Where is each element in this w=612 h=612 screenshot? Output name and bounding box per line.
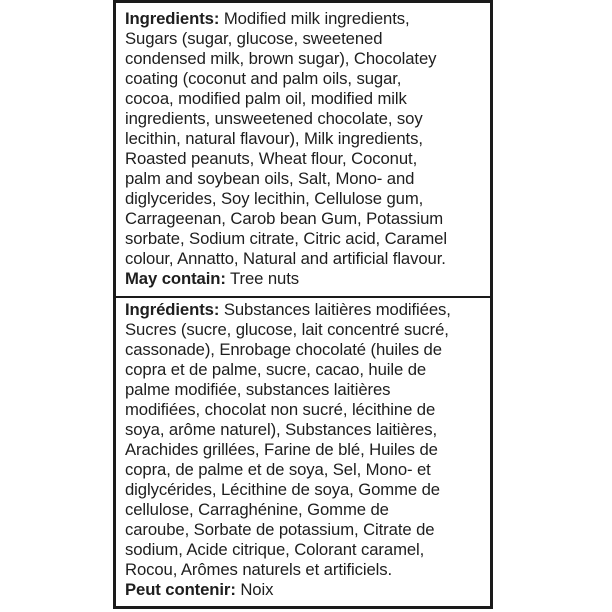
ingredients-text: Substances laitières modifiées,	[219, 300, 451, 319]
ingredients-line: cellulose, Carraghénine, Gomme de	[125, 500, 389, 519]
ingredients-line: caroube, Sorbate de potassium, Citrate de	[125, 520, 435, 539]
ingredients-line: Sugars (sugar, glucose, sweetened	[125, 29, 383, 48]
french-ingredients-section	[116, 297, 490, 609]
ingredients-line: ingredients, unsweetened chocolate, soy	[125, 109, 423, 128]
ingredients-line: palm and soybean oils, Salt, Mono- and	[125, 169, 415, 188]
ingredients-panel	[113, 0, 493, 609]
ingredients-line: Roasted peanuts, Wheat flour, Coconut,	[125, 149, 418, 168]
ingredients-line: colour, Annatto, Natural and artificial flavour.	[125, 249, 446, 268]
ingredients-label: Ingredients:	[125, 9, 220, 28]
english-ingredients-section	[116, 3, 490, 300]
may-contain-line	[125, 269, 299, 289]
may-contain-value: Noix	[235, 580, 274, 599]
ingredients-line: sodium, Acide citrique, Colorant caramel,	[125, 540, 425, 559]
may-contain-label: Peut contenir:	[125, 580, 236, 599]
ingredients-line: diglycérides, Lécithine de soya, Gomme de	[125, 480, 440, 499]
ingredients-line: diglycerides, Soy lecithin, Cellulose gum,	[125, 189, 424, 208]
ingredients-text: Modified milk ingredients,	[219, 9, 410, 28]
ingredients-line	[125, 9, 410, 29]
ingredients-line: Arachides grillées, Farine de blé, Huiles de	[125, 440, 438, 459]
ingredients-line: palme modifiée, substances laitières	[125, 380, 391, 399]
may-contain-value: Tree nuts	[225, 269, 300, 288]
ingredients-label: Ingrédients:	[125, 300, 220, 319]
ingredients-line: Sucres (sucre, glucose, lait concentré sucré,	[125, 320, 449, 339]
ingredients-line: cocoa, modified palm oil, modified milk	[125, 89, 407, 108]
ingredients-line: coating (coconut and palm oils, sugar,	[125, 69, 402, 88]
ingredients-line: copra et de palme, sucre, cacao, huile de	[125, 360, 427, 379]
ingredients-line: soya, arôme naturel), Substances laitières,	[125, 420, 437, 439]
may-contain-label: May contain:	[125, 269, 226, 288]
ingredients-line: Rocou, Arômes naturels et artificiels.	[125, 560, 393, 579]
ingredients-line	[125, 300, 451, 320]
ingredients-line: condensed milk, brown sugar), Chocolatey	[125, 49, 437, 68]
may-contain-line	[125, 580, 273, 600]
ingredients-line: Carrageenan, Carob bean Gum, Potassium	[125, 209, 444, 228]
ingredients-line: lecithin, natural flavour), Milk ingredients,	[125, 129, 423, 148]
ingredients-line: copra, de palme et de soya, Sel, Mono- et	[125, 460, 431, 479]
ingredients-line: sorbate, Sodium citrate, Citric acid, Caramel	[125, 229, 447, 248]
ingredients-line: cassonade), Enrobage chocolaté (huiles de	[125, 340, 442, 359]
ingredients-line: modifiées, chocolat non sucré, lécithine de	[125, 400, 436, 419]
